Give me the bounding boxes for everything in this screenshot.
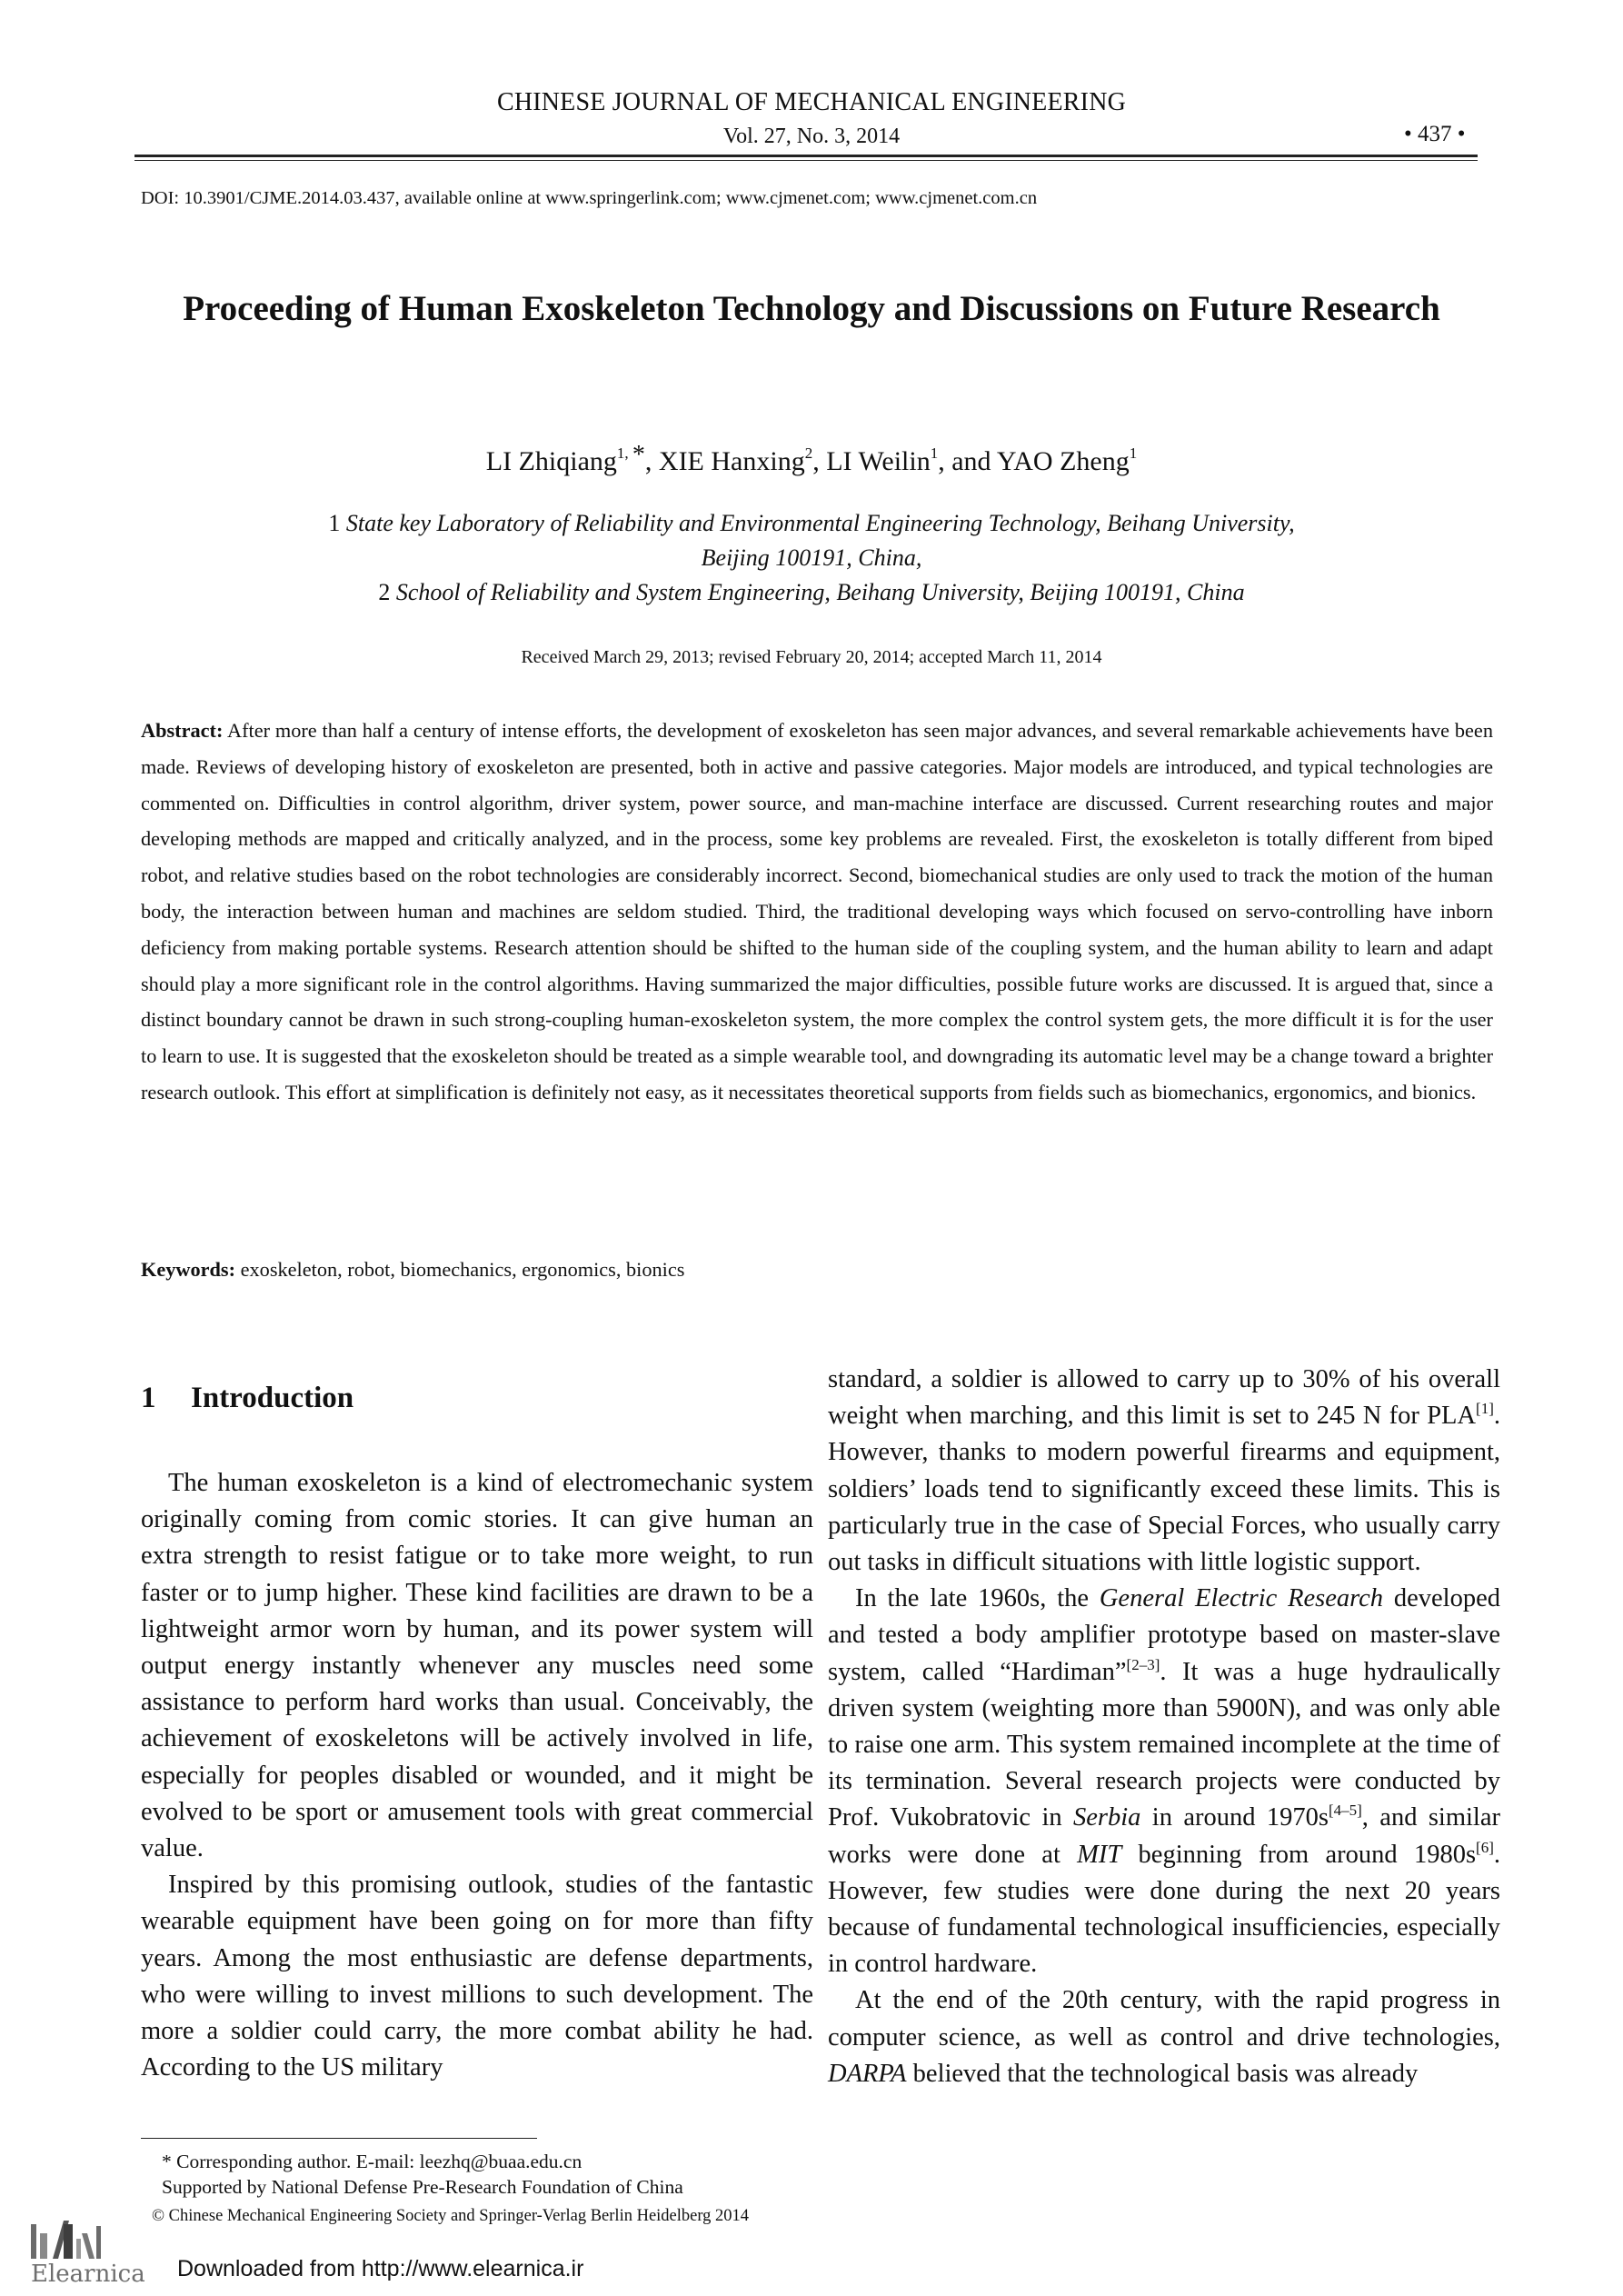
affiliations <box>0 506 1623 610</box>
logo-text: Elearnica <box>31 2261 145 2288</box>
affiliation-1 <box>0 506 1623 541</box>
affiliation-number: 1 <box>328 510 341 536</box>
footnote-rule <box>141 2138 537 2139</box>
text-run: beginning from around 1980s <box>1121 1840 1477 1869</box>
footnote-funding: Supported by National Defense Pre-Research Foundation of China <box>162 2176 683 2198</box>
paragraph <box>828 1982 1500 2092</box>
section-number: 1 <box>141 1382 156 1414</box>
author-separator: , and <box>938 446 997 476</box>
keywords-label: Keywords: <box>141 1258 236 1281</box>
abstract-label: Abstract: <box>141 719 224 742</box>
author-affiliation-mark: 2 <box>804 444 813 462</box>
copyright-notice: © Chinese Mechanical Engineering Society and Springer-Verlag Berlin Heidelberg 2014 <box>152 2207 750 2225</box>
journal-name: CHINESE JOURNAL OF MECHANICAL ENGINEERING <box>496 88 1127 116</box>
elearnica-logo <box>18 2213 145 2288</box>
citation-ref[interactable]: [2–3] <box>1126 1655 1160 1673</box>
affiliation-1-continued <box>0 541 1623 575</box>
text-run: , and similar works were done at <box>828 1803 1500 1869</box>
text-run: in around 1970s <box>1140 1803 1329 1832</box>
author-separator: , <box>812 446 827 476</box>
citation-ref[interactable]: [1] <box>1476 1400 1494 1418</box>
keywords <box>141 1258 684 1282</box>
emphasis-text: MIT <box>1077 1840 1122 1869</box>
paper-title: Proceeding of Human Exoskeleton Technology and Discussions on Future Research <box>183 289 1440 328</box>
author-list <box>0 441 1623 477</box>
emphasis-text: General Electric Research <box>1099 1584 1384 1613</box>
text-run: . It was a huge hydraulically driven system (weighting more than 5900N), and was only able to raise one arm. This system remained incomplete at the time of its termination. Several research projects were conducted by Prof. Vukobratovic in <box>828 1657 1500 1832</box>
citation-ref[interactable]: [4–5] <box>1328 1802 1362 1820</box>
paragraph: Inspired by this promising outlook, studies of the fantastic wearable equipment have been going on for more than fifty years. Among the most enthusiastic are defense departments, who were willing to invest millions to such development. The more a soldier could carry, the more combat ability he had. According to the US military <box>141 1871 813 2082</box>
text-run: . However, few studies were done during the next 20 years because of fundamental technological insufficiencies, especially in control hardware. <box>828 1840 1500 1979</box>
footnote-corresponding-author: * Corresponding author. E-mail: leezhq@buaa.edu.cn <box>162 2151 582 2172</box>
doi-line: DOI: 10.3901/CJME.2014.03.437, available online at www.springerlink.com; www.cjmenet.com; www.cjmenet.com.cn <box>141 188 1038 208</box>
affiliation-text: School of Reliability and System Engineering, Beihang University, Beijing 100191, China <box>395 579 1245 605</box>
received-dates: Received March 29, 2013; revised February 20, 2014; accepted March 11, 2014 <box>521 647 1102 667</box>
header-double-rule <box>134 155 1478 161</box>
text-run: developed and tested a body amplifier prototype based on master-slave system, called “Hardiman” <box>828 1584 1500 1686</box>
author-affiliation-mark: 1 <box>930 444 939 462</box>
abstract <box>141 713 1493 1111</box>
emphasis-text: Serbia <box>1073 1803 1141 1832</box>
affiliation-text: State key Laboratory of Reliability and Environmental Engineering Technology, Beihang University, <box>345 510 1295 536</box>
citation-ref[interactable]: [6] <box>1476 1838 1494 1856</box>
author-separator: , <box>644 446 659 476</box>
author-affiliation-mark: 1 <box>1129 444 1138 462</box>
paragraph <box>828 1581 1500 1982</box>
right-column <box>828 1362 1500 2092</box>
author-affiliation-mark: 1, <box>616 444 632 462</box>
emphasis-text: DARPA <box>828 2059 907 2088</box>
author-name: LI Weilin <box>826 446 931 476</box>
books-icon <box>18 2213 145 2261</box>
affiliation-2 <box>0 575 1623 610</box>
page-number: • 437 • <box>1404 122 1466 146</box>
text-run: . However, thanks to modern powerful firearms and equipment, soldiers’ loads tend to significantly exceed these limits. This is particularly true in the case of Special Forces, who usually carry out tasks in difficult situations with little logistic support. <box>828 1402 1500 1577</box>
affiliation-number: 2 <box>378 579 391 605</box>
author-name: XIE Hanxing <box>658 446 805 476</box>
journal-volume: Vol. 27, No. 3, 2014 <box>722 125 901 148</box>
download-source-link[interactable]: Downloaded from http://www.elearnica.ir <box>177 2256 584 2281</box>
text-run: standard, a soldier is allowed to carry up to 30% of his overall weight when marching, and this limit is set to 245 N for PLA <box>828 1365 1500 1431</box>
text-run: In the late 1960s, the <box>855 1584 1100 1613</box>
corresponding-author-mark: * <box>632 441 645 469</box>
section-title: Introduction <box>191 1382 354 1414</box>
left-column <box>141 1465 813 2086</box>
text-run: believed that the technological basis was already <box>906 2059 1419 2088</box>
affiliation-text: Beijing 100191, China, <box>701 544 922 571</box>
text-run: At the end of the 20th century, with the rapid progress in computer science, as well as control and drive technologies, <box>828 1986 1500 2051</box>
abstract-text: After more than half a century of intense efforts, the development of exoskeleton has seen major advances, and several remarkable achievements have been made. Reviews of developing history of exoskeleton are presented, both in active and passive categories. Major models are introduced, and typical technologies are commented on. Difficulties in control algorithm, driver system, power source, and man-machine interface are discussed. Current researching routes and major developing methods are mapped and critically analyzed, and in the process, some key problems are revealed. First, the exoskeleton is totally different from biped robot, and relative studies based on the robot technologies are considerably incorrect. Second, biomechanical studies are only used to track the motion of the human body, the interaction between human and machines are seldom studied. Third, the traditional developing ways which focused on servo-controlling have inborn deficiency from making portable systems. Research attention should be shifted to the human side of the coupling system, and the human ability to learn and adapt should play a more significant role in the control algorithms. Having summarized the major difficulties, possible future works are discussed. It is argued that, since a distinct boundary cannot be drawn in such strong-coupling human-exoskeleton system, the more complex the control system gets, the more difficult it is for the user to learn to use. It is suggested that the exoskeleton should be treated as a simple wearable tool, and downgrading its automatic level may be a change toward a brighter research outlook. This effort at simplification is definitely not easy, as it necessitates theoretical supports from fields such as biomechanics, ergonomics, and bionics. <box>141 719 1493 1103</box>
section-heading <box>141 1382 353 1415</box>
author-name: LI Zhiqiang <box>485 446 617 476</box>
paragraph <box>828 1362 1500 1581</box>
keywords-text: exoskeleton, robot, biomechanics, ergonomics, bionics <box>240 1258 685 1281</box>
author-name: YAO Zheng <box>996 446 1130 476</box>
paragraph: The human exoskeleton is a kind of electromechanic system originally coming from comic stories. It can give human an extra strength to resist fatigue or to take more weight, to run faster or to jump higher. These kind facilities are drawn to be a lightweight armor worn by human, and its power system will output energy instantly whenever any muscles need some assistance to perform hard works than usual. Conceivably, the achievement of exoskeletons will be actively involved in life, especially for peoples disabled or wounded, and it might be evolved to be sport or amusement tools with great commercial value. <box>141 1469 813 1863</box>
